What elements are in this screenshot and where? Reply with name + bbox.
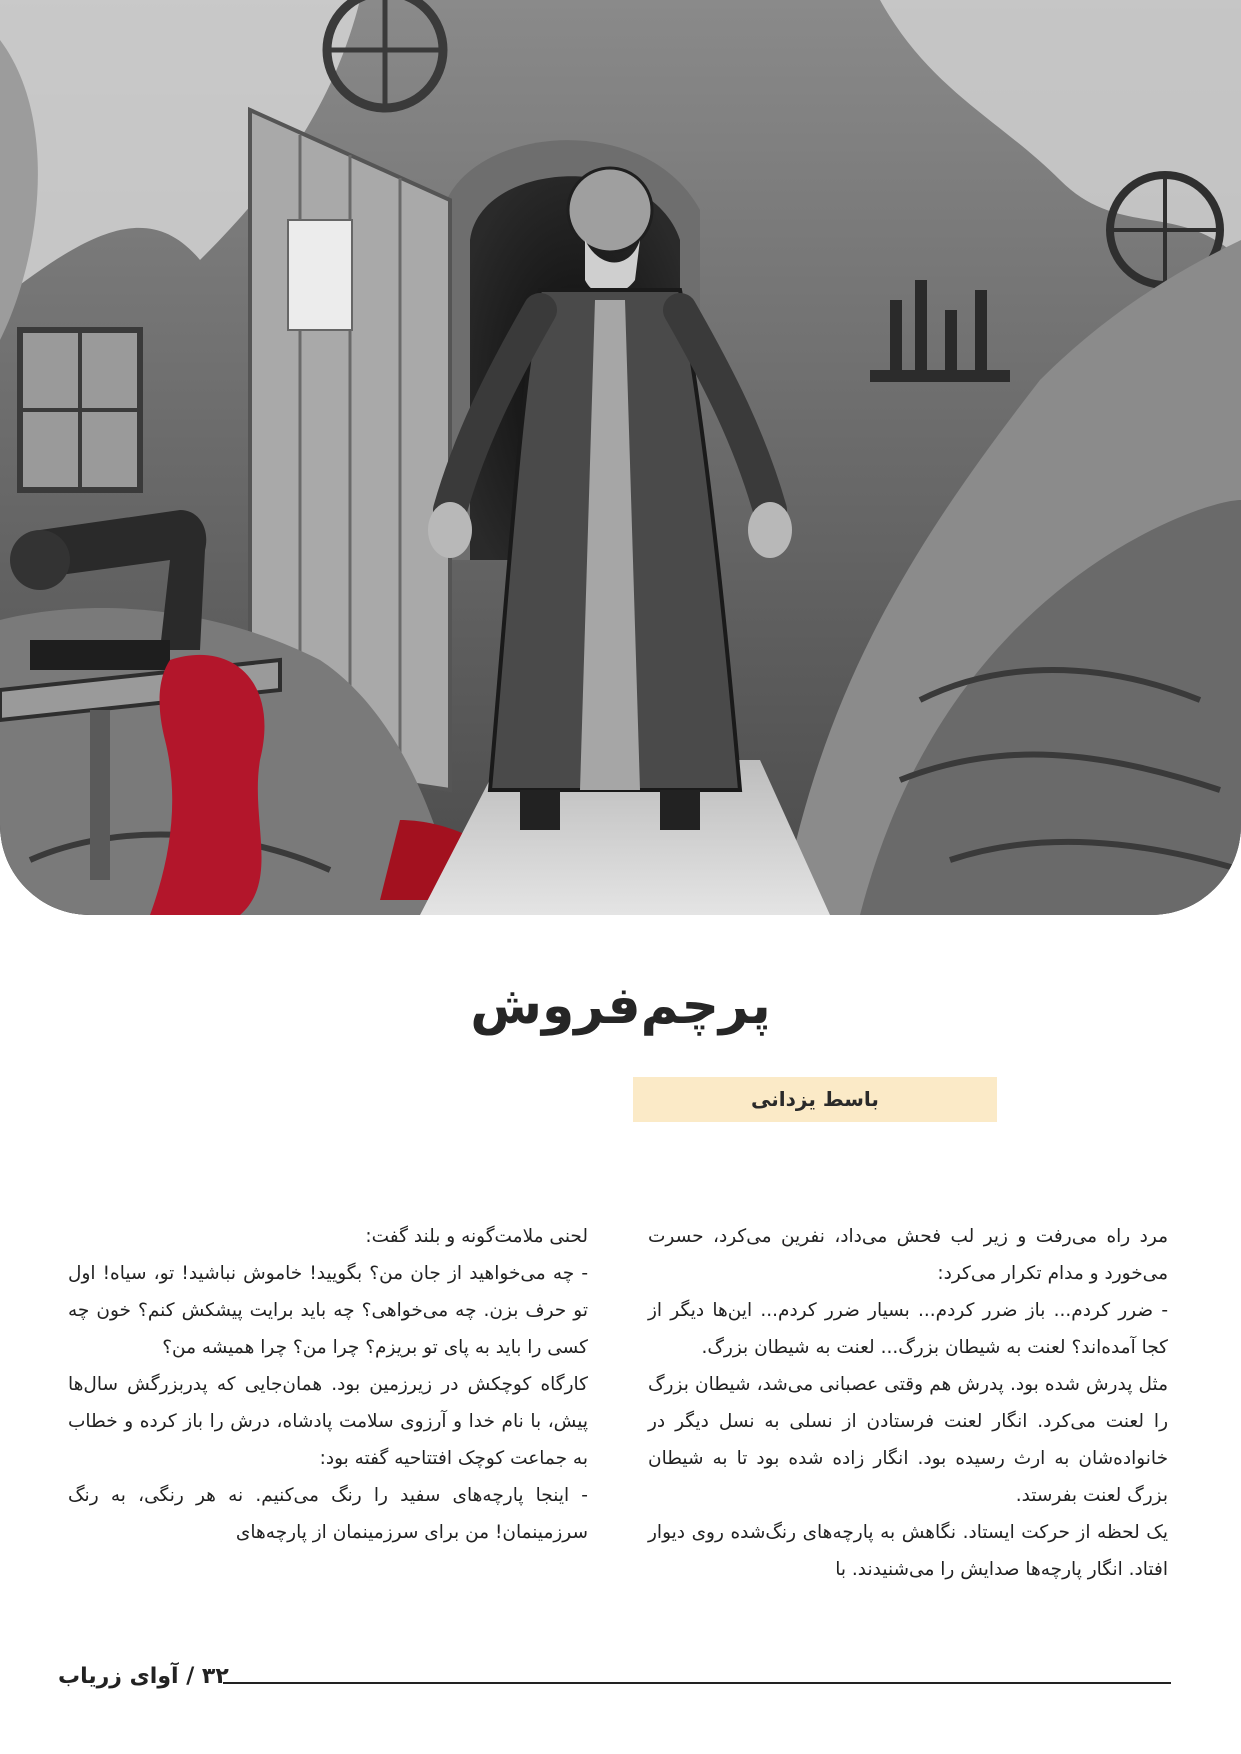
footer-page-label: ۳۲ / آوای زریاب — [58, 1664, 229, 1689]
text-column-left — [68, 1218, 588, 1551]
paragraph: - اینجا پارچه‌های سفید را رنگ می‌کنیم. نه هر رنگی، به رنگ سرزمینمان! من برای سرزمینمان از پارچه‌های — [68, 1485, 588, 1543]
footer-divider — [223, 1682, 1171, 1684]
paragraph: کارگاه کوچکش در زیرزمین بود. همان‌جایی که پدربزرگش سال‌ها پیش، با نام خدا و آرزوی سلامت پادشاه، درش را باز کرده و خطاب به جماعت کوچک افتتاحیه گفته بود: — [68, 1374, 588, 1469]
paragraph: - ضرر کردم... باز ضرر کردم... بسیار ضرر کردم... این‌ها دیگر از کجا آمده‌اند؟ لعنت به شیطان بزرگ... لعنت به شیطان بزرگ. — [648, 1300, 1168, 1358]
paragraph: لحنی ملامت‌گونه و بلند گفت: — [365, 1226, 588, 1247]
paragraph: - چه می‌خواهید از جان من؟ بگویید! خاموش نباشید! تو، سیاه! اول تو حرف بزن. چه می‌خواهی؟ چه باید برایت پیشکش کنم؟ خون چه کسی را باید به پای تو بریزم؟ چرا من؟ چرا همیشه من؟ — [68, 1263, 588, 1358]
paragraph: مثل پدرش شده بود. پدرش هم وقتی عصبانی می‌شد، شیطان بزرگ را لعنت می‌کرد. انگار لعنت فرستادن از نسلی به نسل دیگر در خانواده‌شان به ارث رسیده بود. انگار زاده شده بود تا به شیطان بزرگ لعنت بفرستد. — [648, 1374, 1168, 1506]
author-name: باسط یزدانی — [633, 1077, 997, 1122]
paragraph: یک لحظه از حرکت ایستاد. نگاهش به پارچه‌های رنگ‌شده روی دیوار افتاد. انگار پارچه‌ها صدایش را می‌شنیدند. با — [648, 1522, 1168, 1580]
paragraph: مرد راه می‌رفت و زیر لب فحش می‌داد، نفرین می‌کرد، حسرت می‌خورد و مدام تکرار می‌کرد: — [648, 1226, 1168, 1284]
text-column-right — [648, 1218, 1168, 1588]
page-title: پرچم‌فروش — [470, 975, 771, 1036]
